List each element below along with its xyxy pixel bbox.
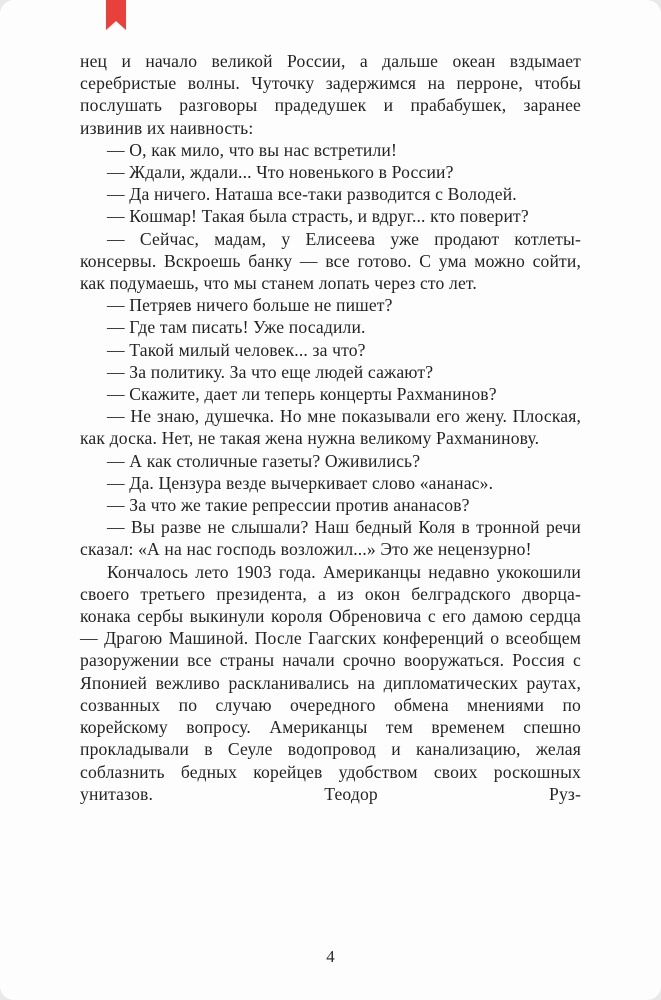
book-paragraph: нец и начало великой России, а дальше океан вздымает серебристые волны. Чуточку задержимся на перроне, чтобы послушать разговоры прадедушек и прабабушек, заранее извинив их наивность:	[80, 51, 581, 138]
page-number: 4	[326, 947, 335, 966]
book-paragraph: — За что же такие репрессии против ананасов?	[107, 495, 470, 516]
book-paragraph: — Вы разве не слышали? Наш бедный Коля в тронной речи сказал: «А на нас господь возложил...» Это же нецензурно!	[80, 517, 581, 560]
book-paragraph: — Где там писать! Уже посадили.	[107, 317, 366, 338]
book-paragraph: — Кошмар! Такая была страсть, и вдруг... кто поверит?	[107, 206, 529, 227]
book-paragraph: — Не знаю, душечка. Но мне показывали его жену. Плоская, как доска. Нет, не такая жена нужна великому Рахманинову.	[80, 406, 581, 449]
book-paragraph: — Такой милый человек... за что?	[107, 339, 366, 360]
book-paragraph: — Да ничего. Наташа все-таки разводится с Володей.	[107, 184, 517, 205]
book-paragraph: — Петряев ничего больше не пишет?	[107, 295, 393, 316]
book-paragraph: — За политику. За что еще людей сажают?	[107, 361, 434, 382]
book-text	[80, 50, 581, 805]
book-paragraph: Кончалось лето 1903 года. Американцы недавно укокошили своего третьего президента, а из окон белградского дворца-конака сербы выкинули короля Обреновича с его дамою сердца — Драгою Машиной. После Гаагских конференций о всеобщем разоружении все страны начали срочно вооружаться. Россия с Японией вежливо раскланивались на дипломатических раутах, созванных по случаю очередного обмена мнениями по корейскому вопросу. Американцы тем временем спешно прокладывали в Сеуле водопровод и канализацию, желая соблазнить бедных корейцев удобством своих роскошных унитазов. Теодор Руз-	[80, 561, 581, 804]
book-paragraph: — Скажите, дает ли теперь концерты Рахманинов?	[107, 384, 497, 405]
bookmark-ribbon-icon[interactable]	[106, 0, 126, 30]
book-paragraph: — Да. Цензура везде вычеркивает слово «ананас».	[107, 472, 494, 493]
book-paragraph: — О, как мило, что вы нас встретили!	[107, 139, 397, 160]
book-paragraph: — А как столичные газеты? Оживились?	[107, 450, 421, 471]
book-paragraph: — Ждали, ждали... Что новенького в России?	[107, 162, 454, 183]
book-paragraph: — Сейчас, мадам, у Елисеева уже продают котлеты-консервы. Вскроешь банку — все готово. С ума можно сойти, как подумаешь, что мы станем лопать через сто лет.	[80, 228, 581, 294]
